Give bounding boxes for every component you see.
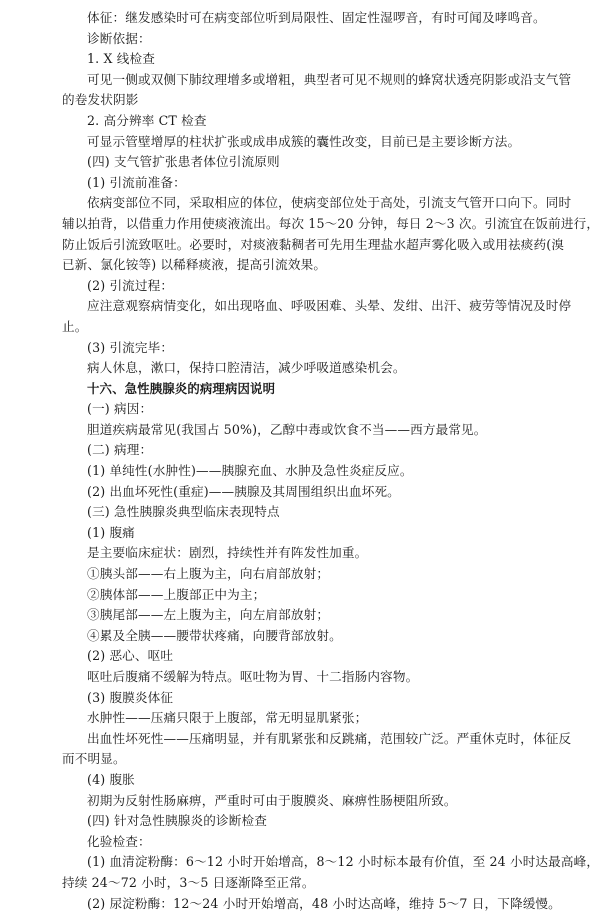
text-line: 2. 高分辨率 CT 检查	[87, 112, 207, 128]
text-line: (4) 腹胀	[87, 771, 135, 787]
text-line: 可显示管壁增厚的柱状扩张或成串成簇的囊性改变，目前已是主要诊断方法。	[87, 133, 521, 149]
text-line: (2) 引流过程：	[87, 277, 174, 293]
text-line: ②胰体部——上腹部正中为主；	[87, 586, 266, 602]
text-line: (1) 血清淀粉酶：6～12 小时开始增高，8～12 小时标本最有价值，至 24 小时达最高峰，	[87, 854, 600, 870]
text-line: 已新、氯化铵等) 以稀释痰液，提高引流效果。	[62, 257, 327, 273]
text-line: 防止饭后引流致呕吐。必要时，对痰液黏稠者可先用生理盐水超声雾化吸入或用祛痰药(溴	[62, 236, 565, 252]
section-heading: 十六、急性胰腺炎的病理病因说明	[87, 380, 276, 396]
text-line: 初期为反射性肠麻痹，严重时可由于腹膜炎、麻痹性肠梗阻所致。	[87, 792, 457, 808]
text-line: 辅以拍背，以借重力作用使痰液流出。每次 15～20 分钟，每日 2～3 次。引流宜在饭前进行，	[62, 215, 600, 231]
text-line: (四) 针对急性胰腺炎的诊断检查	[87, 813, 267, 829]
text-line: 出血性坏死性——压痛明显，并有肌紧张和反跳痛，范围较广泛。严重休克时，体征反	[87, 730, 572, 746]
text-line: 胆道疾病最常见(我国占 50%)，乙醇中毒或饮食不当——西方最常见。	[87, 421, 487, 437]
text-line: 止。	[62, 318, 88, 334]
text-line: ①胰头部——右上腹为主，向右肩部放射；	[87, 566, 330, 582]
text-line: 病人休息，漱口，保持口腔清洁，减少呼吸道感染机会。	[87, 360, 406, 376]
text-line: (一) 病因：	[87, 401, 153, 417]
text-line: 依病变部位不同，采取相应的体位，使病变部位处于高处，引流支气管开口向下。同时	[87, 195, 572, 211]
text-line: 而不明显。	[62, 751, 126, 767]
text-line: 体征：继发感染时可在病变部位听到局限性、固定性湿啰音，有时可闻及哮鸣音。	[87, 10, 546, 25]
text-line: (三) 急性胰腺炎典型临床表现特点	[87, 504, 280, 520]
text-line: (四) 支气管扩张患者体位引流原则	[87, 154, 280, 170]
text-line: ④累及全胰——腰带状疼痛，向腰背部放射。	[87, 627, 342, 643]
text-line: 诊断依据：	[87, 30, 151, 46]
text-line: 持续 24～72 小时，3～5 日逐渐降至正常。	[62, 874, 315, 890]
text-line: 可见一侧或双侧下肺纹理增多或增粗，典型者可见不规则的蜂窝状透亮阴影或沿支气管	[87, 71, 572, 87]
text-line: 呕吐后腹痛不缓解为特点。呕吐物为胃、十二指肠内容物。	[87, 669, 419, 684]
text-line: (二) 病理：	[87, 442, 153, 458]
text-line: (1) 引流前准备：	[87, 174, 186, 190]
text-line: (2) 恶心、呕吐	[87, 648, 174, 664]
text-line: (1) 腹痛	[87, 524, 135, 540]
text-line: 应注意观察病情变化，如出现咯血、呼吸困难、头晕、发绀、出汗、疲劳等情况及时停	[87, 298, 572, 314]
text-line: (2) 尿淀粉酶：12～24 小时开始增高，48 小时达高峰，维持 5～7 日，下降缓慢。	[87, 895, 561, 911]
text-line: (1) 单纯性(水肿性)——胰腺充血、水肿及急性炎症反应。	[87, 463, 413, 479]
text-line: ③胰尾部——左上腹为主，向左肩部放射；	[87, 607, 330, 623]
text-line: (3) 腹膜炎体征	[87, 689, 174, 705]
text-line: (2) 出血坏死性(重症)——胰腺及其周围组织出血坏死。	[87, 483, 400, 499]
text-line: (3) 引流完毕：	[87, 339, 174, 355]
text-line: 水肿性——压痛只限于上腹部，常无明显肌紧张；	[87, 710, 368, 726]
text-line: 的卷发状阴影	[62, 92, 139, 108]
text-line: 是主要临床症状：剧烈，持续性并有阵发性加重。	[87, 545, 368, 561]
text-line: 1. X 线检查	[87, 51, 155, 67]
text-line: 化验检查：	[87, 833, 151, 849]
